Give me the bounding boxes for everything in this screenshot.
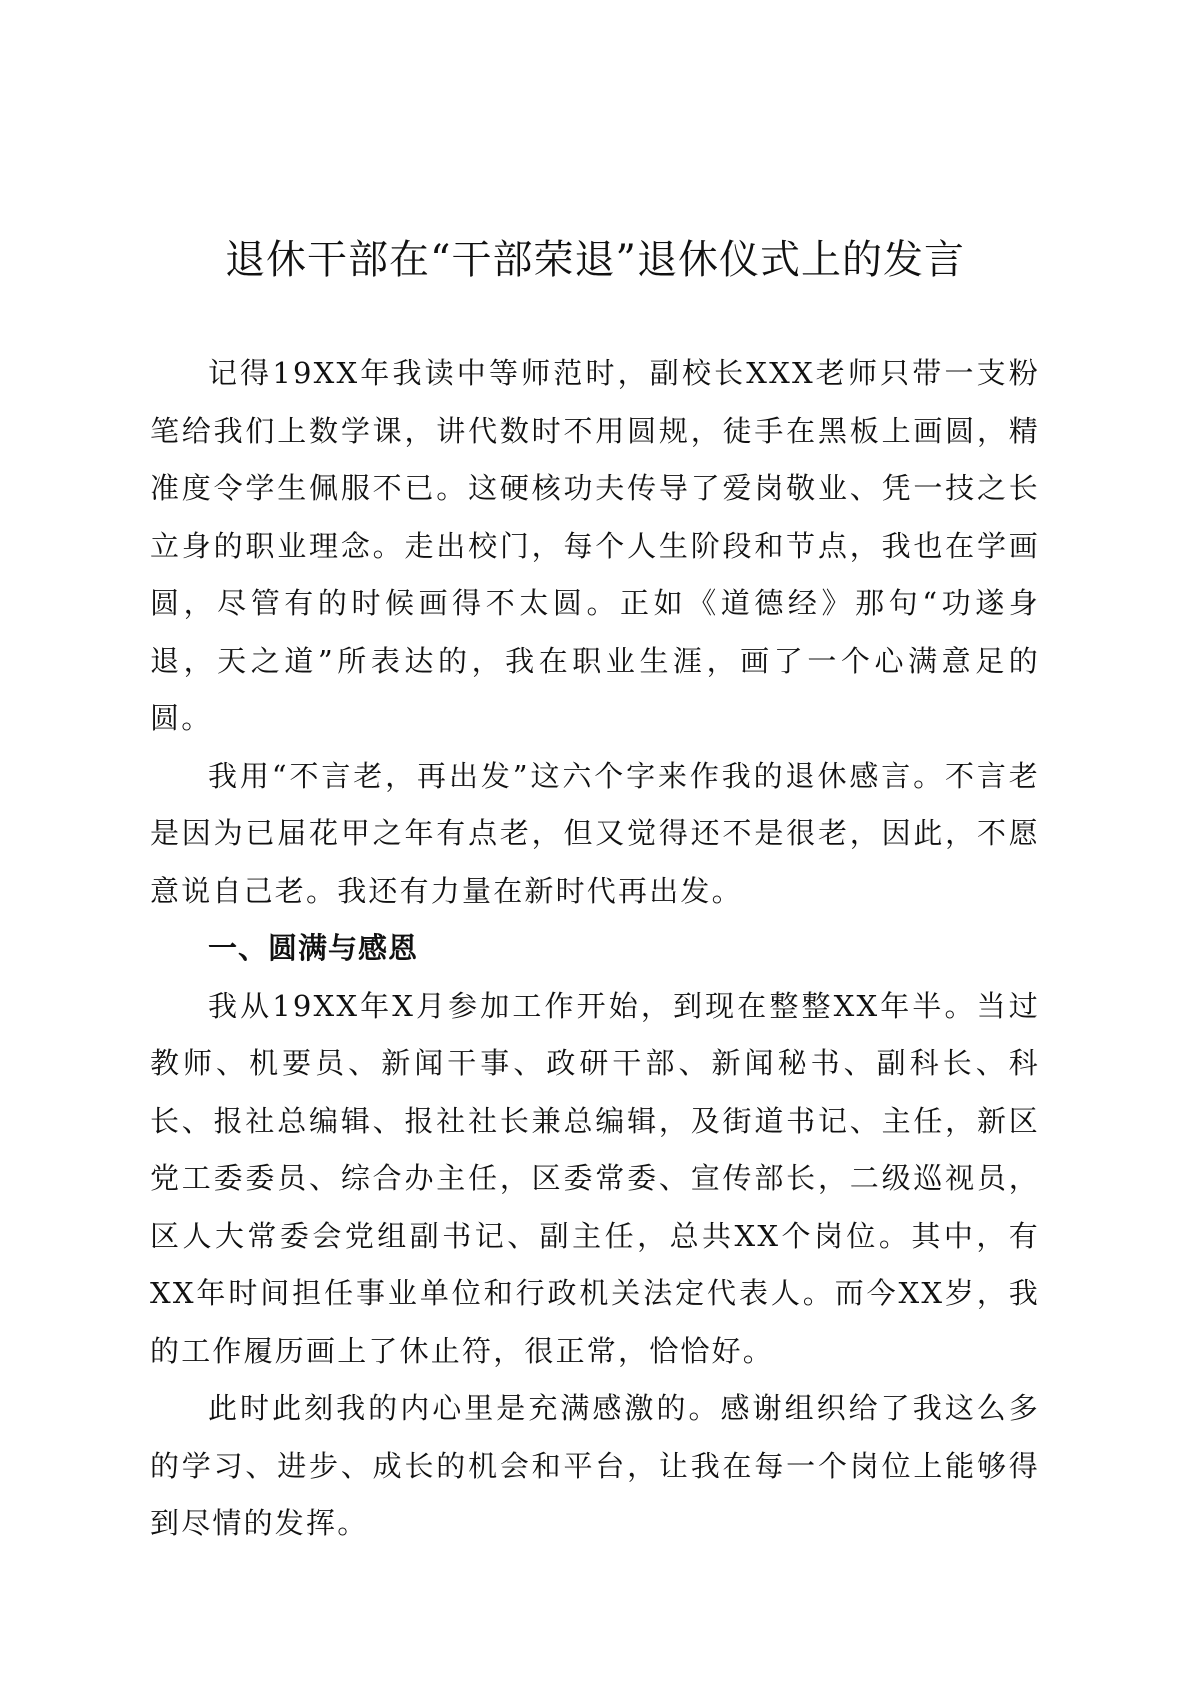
- paragraph-intro: 记得19XX年我读中等师范时，副校长XXX老师只带一支粉笔给我们上数学课，讲代数时不用圆规，徒手在黑板上画圆，精准度令学生佩服不已。这硬核功夫传导了爱岗敬业、凭一技之长立身的职业理念。走出校门，每个人生阶段和节点，我也在学画圆，尽管有的时候画得不太圆。正如《道德经》那句“功遂身退，天之道”所表达的，我在职业生涯，画了一个心满意足的圆。: [150, 356, 1040, 735]
- document-body: [150, 345, 1040, 1553]
- paragraph-gratitude: 此时此刻我的内心里是充满感激的。感谢组织给了我这么多的学习、进步、成长的机会和平台，让我在每一个岗位上能够得到尽情的发挥。: [150, 1391, 1040, 1540]
- document-title: 退休干部在“干部荣退”退休仪式上的发言: [225, 237, 965, 283]
- paragraph-retirement-motto: 我用“不言老，再出发”这六个字来作我的退休感言。不言老是因为已届花甲之年有点老，但又觉得还不是很老，因此，不愿意说自己老。我还有力量在新时代再出发。: [150, 758, 1040, 908]
- section-heading: 一、圆满与感恩: [208, 931, 419, 965]
- paragraph-career-history: 我从19XX年X月参加工作开始，到现在整整XX年半。当过教师、机要员、新闻干事、政研干部、新闻秘书、副科长、科长、报社总编辑、报社社长兼总编辑，及街道书记、主任，新区党工委委员、综合办主任，区委常委、宣传部长，二级巡视员，区人大常委会党组副书记、副主任，总共XX个岗位。其中，有XX年时间担任事业单位和行政机关法定代表人。而今XX岁，我的工作履历画上了休止符，很正常，恰恰好。: [150, 988, 1040, 1368]
